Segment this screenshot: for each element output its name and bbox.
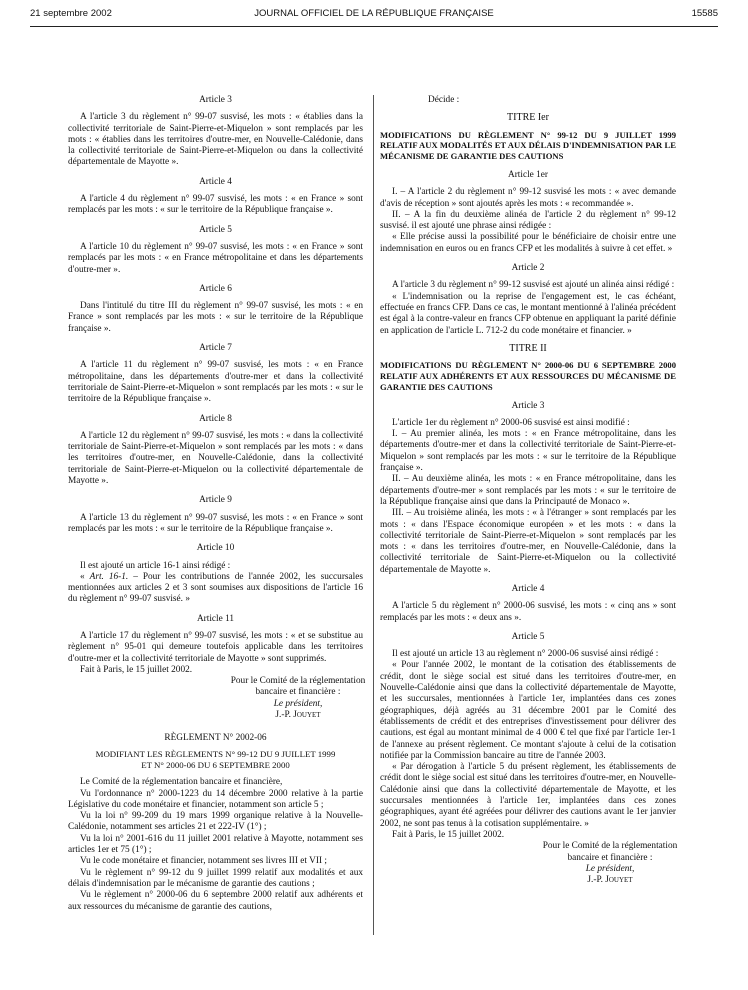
quoted-article: « Art. 16-1. – Pour les contributions de l'année 2002, les succursales mentionnées aux articles 2 et 3 sont soumises aux dispositions de l'article 16 du règlement n° 99-07 susvisé. » xyxy=(68,571,363,605)
article-paragraph: Dans l'intitulé du titre III du règlement n° 99-07 susvisé, les mots : « en France » sont remplacés par les mots : « sur le territoire de la République française ». xyxy=(68,301,363,334)
article-paragraph: A l'article 10 du règlement n° 99-07 susvisé, les mots : « en France » sont remplacés par les mots : « en France métropolitaine et dans les départements d'outre-mer ». xyxy=(68,241,363,275)
article-heading: Article 4 xyxy=(511,583,545,594)
signature-role: Le président, xyxy=(585,863,635,874)
article-paragraph: Il est ajouté un article 13 au règlement n° 2000-06 susvisé ainsi rédigé : xyxy=(392,649,659,660)
article-paragraph: « L'indemnisation ou la reprise de l'engagement est, le cas échéant, effectuée en francs CFP. Dans ce cas, le montant mentionné à l'alinéa précédent est égal à la contre-valeur en francs CFP obtenue en appliquant la parité définie en application de l'article L. 712-2 du code monétaire et financier. » xyxy=(380,291,676,336)
signature-line: Pour le Comité de la réglementation xyxy=(230,676,366,687)
visa-paragraph: Le Comité de la réglementation bancaire et financière, xyxy=(80,777,283,788)
article-paragraph: II. – A la fin du deuxième alinéa de l'article 2 du règlement n° 99-12 susvisé. il est ajouté une phrase ainsi rédigée : xyxy=(380,209,676,232)
article-heading: Article 2 xyxy=(511,263,545,274)
page-header xyxy=(30,8,718,22)
signature-place-date: Fait à Paris, le 15 juillet 2002. xyxy=(392,829,505,840)
signatory-name: J.-P. Jouyet xyxy=(587,875,633,886)
article-paragraph: I. – Au premier alinéa, les mots : « en France métropolitaine, dans les départements d'outre-mer et dans la collectivité territoriale de Saint-Pierre-et-Miquelon » sont remplacés par les mots : « sur le territoire de la République française ». xyxy=(380,429,676,474)
article-heading: Article 3 xyxy=(199,95,232,105)
quoted-article-label: Art. 16-1. xyxy=(89,571,129,582)
article-paragraph: « Par dérogation à l'article 5 du présent règlement, les établissements de crédit dont le siège social est situé dans les territoires d'outre-mer, en Nouvelle-Calédonie ainsi que dans la collectivité départementale de Mayotte, et les succursales mentionnées à l'article 1er, implantées dans ces zones géographiques, ayant été agréées pour délivrer des cautions avant le 1er janvier 2002, ne sont pas tenus à la cotisation supplémentaire. » xyxy=(380,762,676,829)
visa-paragraph: Vu la loi n° 2001-616 du 11 juillet 2001 relative à Mayotte, notamment ses articles 1er et 75 (1°) ; xyxy=(68,833,363,856)
regulation-subtitle: ET N° 2000-06 DU 6 SEPTEMBRE 2000 xyxy=(141,759,290,770)
article-paragraph: III. – Au troisième alinéa, les mots : « à l'étranger » sont remplacés par les mots : « dans l'Espace économique européen » et les mots : « dans la collectivité territoriale de Saint-Pierre-et-Miquelon » sont remplacés par les mots : « dans les territoires d'outre-mer, en Nouvelle-Calédonie, dans la collectivité territoriale de Saint-Pierre-et-Miquelon ou la collectivité départementale de Mayotte ». xyxy=(380,508,676,575)
article-heading: Article 6 xyxy=(199,283,232,294)
visa-paragraph: Vu le règlement n° 99-12 du 9 juillet 1999 relatif aux modalités et aux délais d'indemnisation par le mécanisme de garantie des cautions ; xyxy=(68,867,363,889)
article-heading: Article 1er xyxy=(507,169,548,180)
article-heading: Article 4 xyxy=(199,176,232,187)
header-journal-title: JOURNAL OFFICIEL DE LA RÉPUBLIQUE FRANÇAISE xyxy=(254,8,494,19)
quoted-article-text: – Pour les contributions de l'année 2002, les succursales mentionnées aux articles 2 et 3 sont soumises aux dispositions de l'article 16 du règlement n° 99-07 susvisé. » xyxy=(68,571,363,605)
article-paragraph: A l'article 5 du règlement n° 2000-06 susvisé, les mots : « cinq ans » sont remplacés par les mots : « deux ans ». xyxy=(380,601,676,623)
title-subject: MODIFICATIONS DU RÈGLEMENT N° 99-12 DU 9 JUILLET 1999 RELATIF AUX MODALITÉS ET AUX DÉLAIS D'INDEMNISATION PAR LE MÉCANISME DE GARANTIE DES CAUTIONS xyxy=(380,129,676,162)
left-column xyxy=(68,95,366,913)
visa-paragraph: Vu l'ordonnance n° 2000-1223 du 14 décembre 2000 relative à la partie Législative du code monétaire et financier, notamment son article 5 ; xyxy=(68,788,363,810)
header-rule xyxy=(30,26,718,27)
article-paragraph: « Elle précise aussi la possibilité pour le bénéficiaire de choisir entre une indemnisation en euros ou en francs CFP et les modalités à suivre à cet effet. » xyxy=(380,232,676,254)
header-date: 21 septembre 2002 xyxy=(30,8,112,19)
visa-paragraph: Vu le règlement n° 2000-06 du 6 septembre 2000 relatif aux adhérents et aux ressources du mécanisme de garantie des cautions, xyxy=(68,890,363,912)
article-heading: Article 5 xyxy=(511,631,545,642)
article-paragraph: A l'article 12 du règlement n° 99-07 susvisé, les mots : « dans la collectivité territoriale de Saint-Pierre-et-Miquelon » sont remplacés par les mots : « dans les territoires d'outre-mer, en Nouvelle-Calédonie, dans la collectivité territoriale de Saint-Pierre-et-Miquelon ou la collectivité départementale de Mayotte ». xyxy=(68,430,363,487)
article-paragraph: A l'article 3 du règlement n° 99-12 susvisé est ajouté un alinéa ainsi rédigé : xyxy=(392,280,675,291)
article-paragraph: A l'article 11 du règlement n° 99-07 susvisé, les mots : « en France métropolitaine, dans les départements d'outre-mer et dans la collectivité territoriale de Saint-Pierre-et-Miquelon » sont remplacés par les mots : « sur le territoire de la République française ». xyxy=(68,360,363,405)
regulation-title: RÈGLEMENT N° 2002-06 xyxy=(164,733,267,744)
article-heading: Article 8 xyxy=(199,413,232,424)
signatory-name: J.-P. Jouyet xyxy=(275,710,321,721)
signature-place-date: Fait à Paris, le 15 juillet 2002. xyxy=(80,664,193,675)
title-heading: TITRE Ier xyxy=(507,112,549,124)
signature-line: bancaire et financière : xyxy=(255,687,341,698)
article-paragraph: I. – A l'article 2 du règlement n° 99-12 susvisé les mots : « avec demande d'avis de réception » sont ajoutés après les mots : « recommandée ». xyxy=(380,187,676,209)
article-paragraph: A l'article 13 du règlement n° 99-07 susvisé, les mots : « en France » sont remplacés par les mots : « sur le territoire de la République française ». xyxy=(68,512,363,534)
article-heading: Article 11 xyxy=(196,613,235,624)
article-paragraph: II. – Au deuxième alinéa, les mots : « en France métropolitaine, dans les départements d'outre-mer » sont remplacés par les mots : « sur le territoire de la République française ainsi que dans la Principauté de Monaco ». xyxy=(380,474,676,507)
right-column xyxy=(380,95,676,886)
article-paragraph: A l'article 17 du règlement n° 99-07 susvisé, les mots : « et se substitue au règlement n° 95-01 qui demeure toutefois applicable dans les territoires d'outre-mer et la collectivité territoriale de Mayotte » sont supprimés. xyxy=(68,630,363,664)
article-paragraph: « Pour l'année 2002, le montant de la cotisation des établissements de crédit, dont le siège social est situé dans les territoires d'outre-mer, en Nouvelle-Calédonie ainsi que dans la collectivité départementale de Mayotte, et les succursales, mentionnées à l'article 1er, implantées dans ces zones géographiques, déjà agréés au 31 décembre 2001 par le Comité des établissements de crédit et des entreprises d'investissement pour délivrer des cautions, est égal au montant minimal de 4 000 € tel que fixé par l'article 1er-1 de l'annexe au présent règlement. Ce montant s'ajoute à celui de la cotisation notifiée par la Commission bancaire au titre de l'année 2003. xyxy=(380,660,676,761)
title-heading: TITRE II xyxy=(509,342,547,354)
article-paragraph: A l'article 4 du règlement n° 99-07 susvisé, les mots : « en France » sont remplacés par les mots : « sur le territoire de la République française ». xyxy=(68,194,363,216)
article-paragraph: L'article 1er du règlement n° 2000-06 susvisé est ainsi modifié : xyxy=(392,417,630,428)
article-heading: Article 5 xyxy=(199,224,232,235)
signature-line: bancaire et financière : xyxy=(567,852,653,863)
visa-paragraph: Vu la loi n° 99-209 du 19 mars 1999 organique relative à la Nouvelle-Calédonie, notamment ses articles 21 et 222-IV (1°) ; xyxy=(68,811,363,833)
column-divider xyxy=(373,95,374,935)
decision-label: Décide : xyxy=(428,95,460,105)
article-paragraph: A l'article 3 du règlement n° 99-07 susvisé, les mots : « établies dans la collectivité territoriale de Saint-Pierre-et-Miquelon » sont remplacés par les mots : « établies dans les territoires d'outre-mer, en Nouvelle-Calédonie, dans la collectivité territoriale de Saint-Pierre-et-Miquelon ou dans la collectivité départementale de Mayotte ». xyxy=(68,112,363,168)
article-heading: Article 10 xyxy=(196,543,235,554)
signature-role: Le président, xyxy=(273,698,323,709)
regulation-subtitle: MODIFIANT LES RÈGLEMENTS N° 99-12 DU 9 JUILLET 1999 xyxy=(95,748,336,759)
article-heading: Article 9 xyxy=(199,495,232,506)
article-heading: Article 3 xyxy=(511,400,545,411)
header-page-number: 15585 xyxy=(691,8,718,19)
article-heading: Article 7 xyxy=(199,343,232,354)
article-paragraph: Il est ajouté un article 16-1 ainsi rédigé : xyxy=(80,560,231,571)
title-subject: MODIFICATIONS DU RÈGLEMENT N° 2000-06 DU 6 SEPTEMBRE 2000 RELATIF AUX ADHÉRENTS ET AUX RESSOURCES DU MÉCANISME DE GARANTIE DES CAUTIONS xyxy=(380,360,676,392)
signature-line: Pour le Comité de la réglementation xyxy=(542,841,678,852)
visa-paragraph: Vu le code monétaire et financier, notamment ses livres III et VII ; xyxy=(80,856,327,867)
